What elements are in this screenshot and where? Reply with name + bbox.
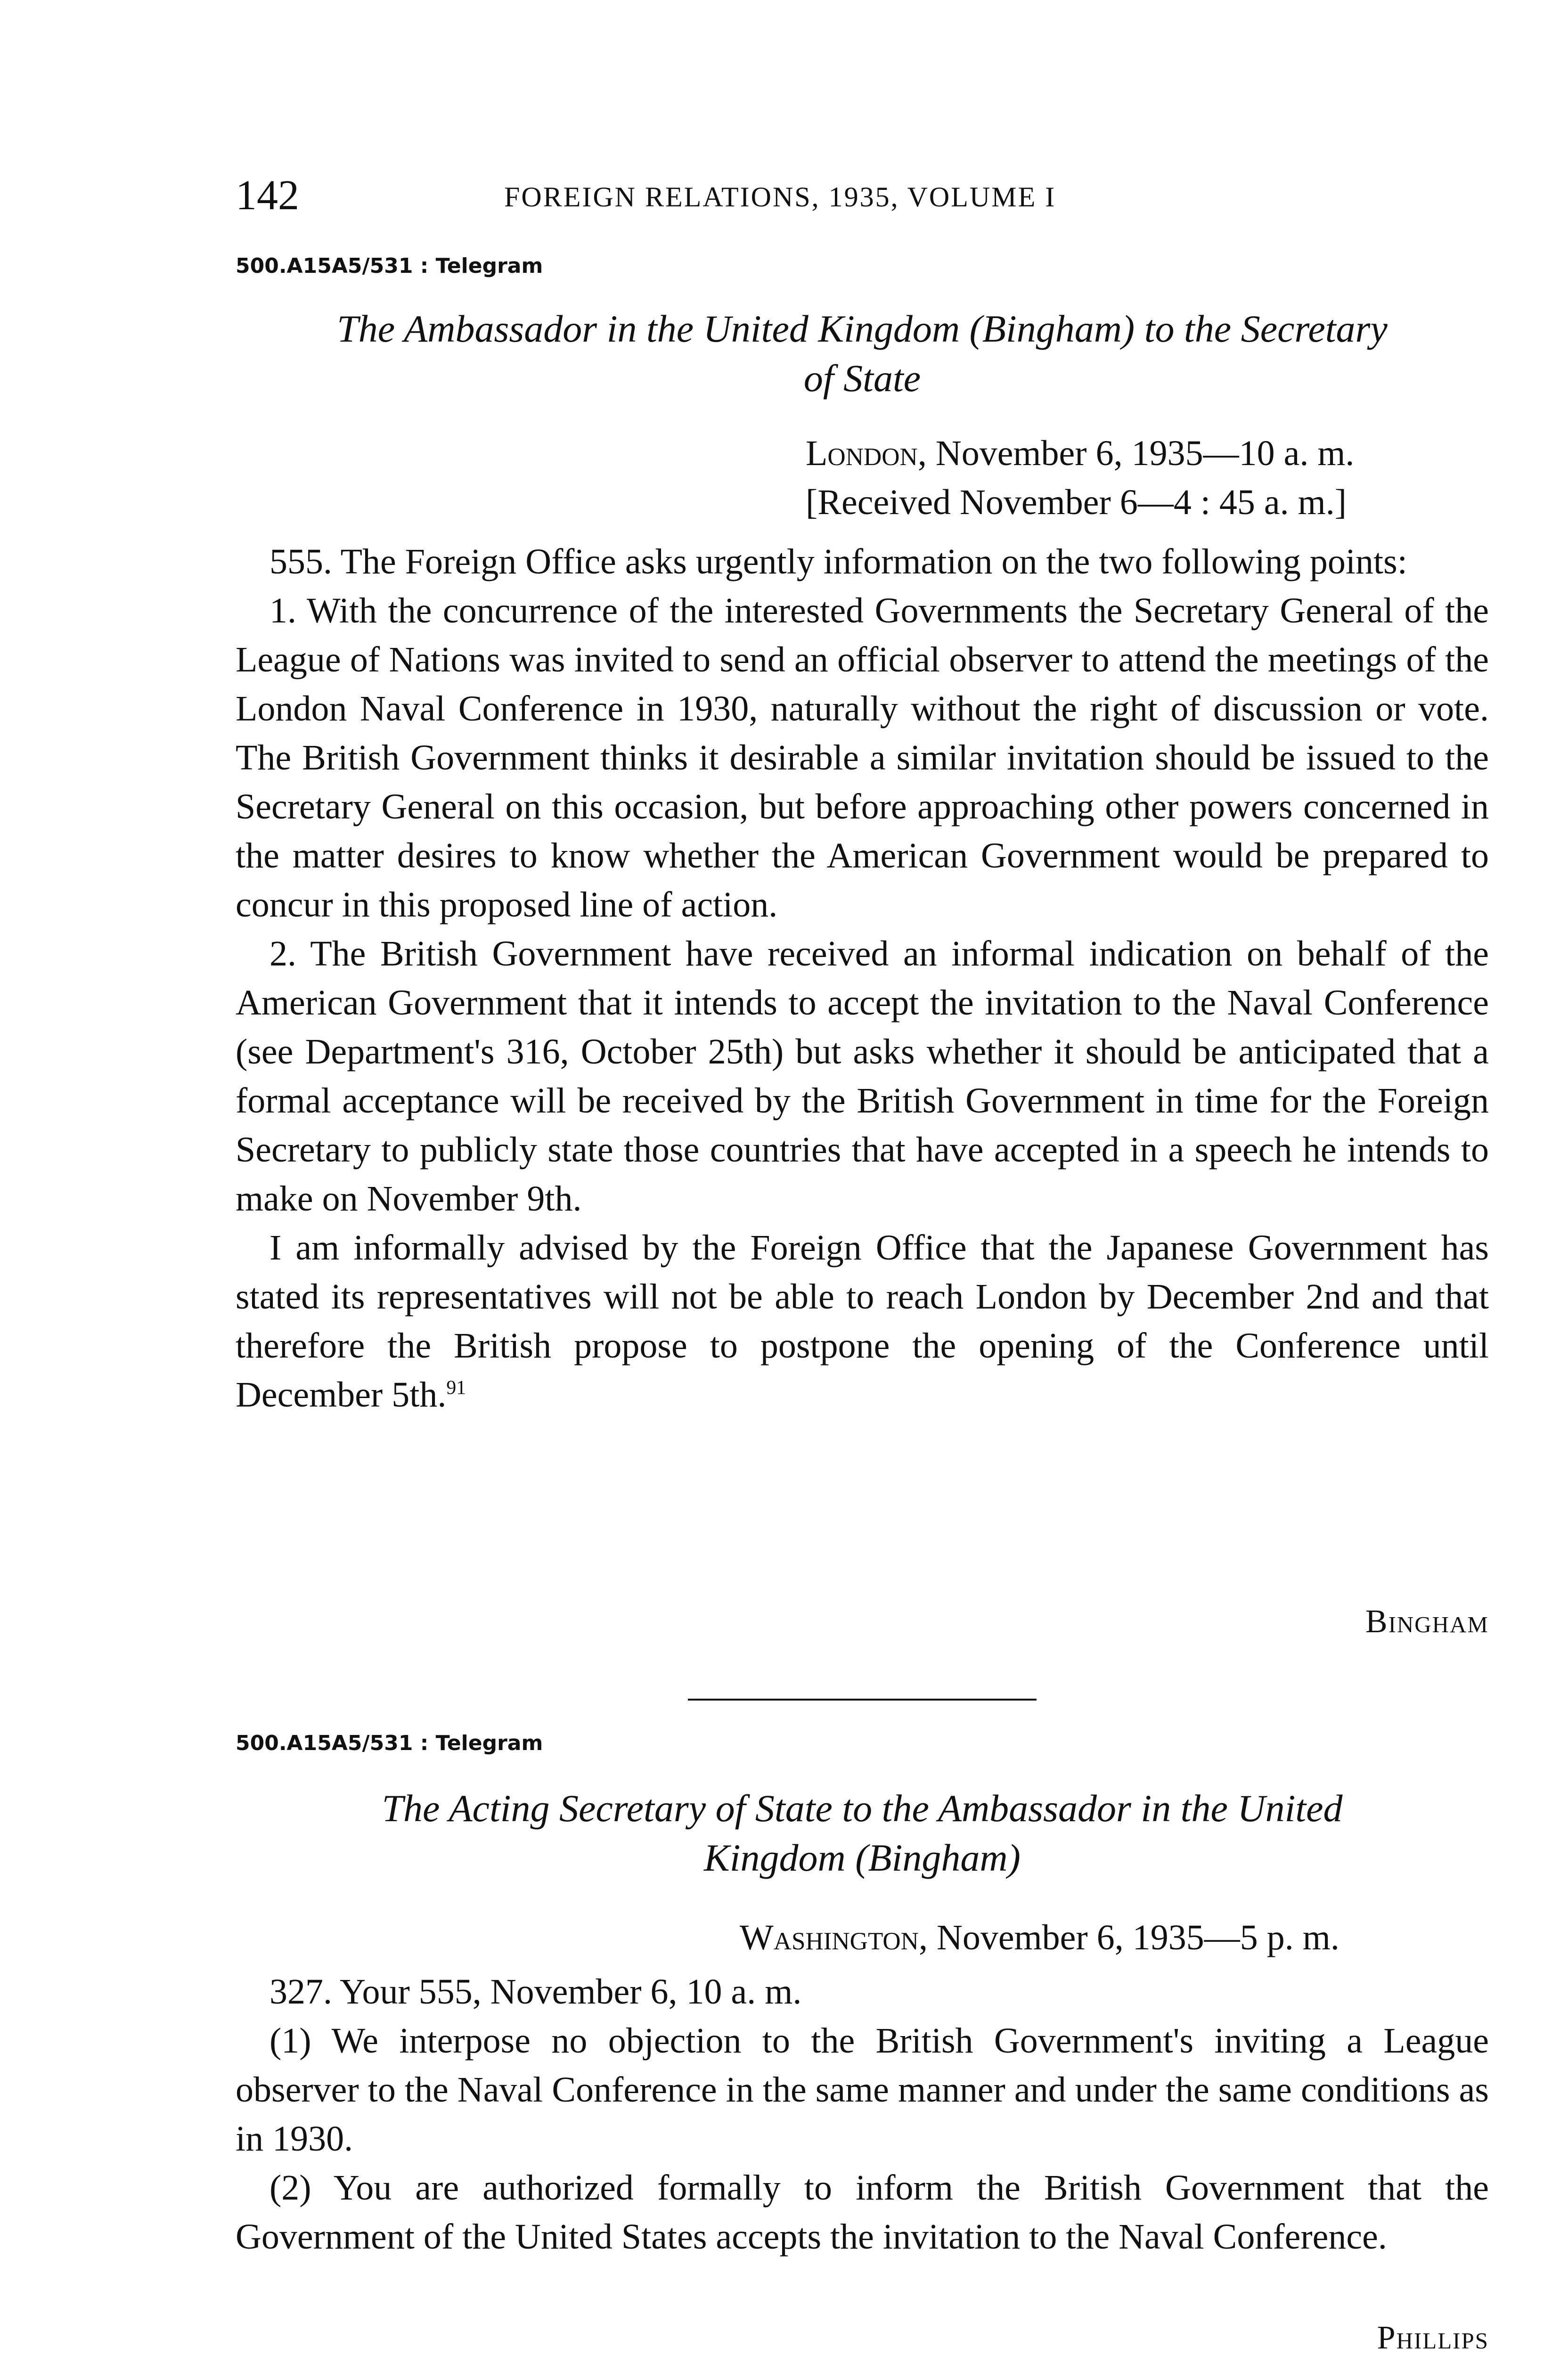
doc1-paragraph-japanese-text: I am informally advised by the Foreign Office that the Japanese Government has stated its representatives will not be able to reach London by December 2nd and that therefore the British propose to postpone the opening of the Conference until December 5th. bbox=[236, 1228, 1489, 1415]
doc1-paragraph-point-2: 2. The British Government have received an informal indication on behalf of the American Government that it intends to accept the invitation to the Naval Conference (see Department's 316, October 25th) but asks whether it should be anticipated that a formal acceptance will be received by the British Government in time for the Foreign Secretary to publicly state those countries that have accepted in a speech he intends to make on November 9th. bbox=[236, 934, 1489, 1219]
running-head bbox=[236, 170, 1489, 221]
section-separator bbox=[688, 1699, 1037, 1701]
doc2-dateline-date: , November 6, 1935—5 p. m. bbox=[918, 1918, 1339, 1957]
doc1-paragraph-555: 555. The Foreign Office asks urgently information on the two following points: bbox=[270, 542, 1407, 581]
doc2-heading bbox=[236, 1783, 1489, 1882]
doc1-dateline-date: , November 6, 1935—10 a. m. bbox=[917, 434, 1355, 473]
doc1-signature: Bingham bbox=[1365, 1603, 1489, 1640]
doc2-paragraph-point-2: (2) You are authorized formally to inform the British Government that the Government of the United States accepts the invitation to the Naval Conference. bbox=[236, 2168, 1489, 2257]
doc1-received-line: [Received November 6—4 : 45 a. m.] bbox=[806, 483, 1347, 522]
doc2-dateline-place: Washington bbox=[740, 1918, 919, 1957]
page-number: 142 bbox=[236, 172, 299, 219]
doc2-signature: Phillips bbox=[1377, 2320, 1489, 2356]
doc1-heading-line-2: of State bbox=[803, 357, 921, 400]
doc1-file-reference: 500.A15A5/531 : Telegram bbox=[236, 254, 543, 278]
doc1-paragraph-japanese bbox=[236, 1223, 1489, 1419]
doc1-dateline bbox=[806, 429, 1354, 478]
doc2-heading-line-2: Kingdom (Bingham) bbox=[704, 1836, 1021, 1879]
doc2-dateline bbox=[740, 1913, 1339, 1962]
doc1-heading-line-1: The Ambassador in the United Kingdom (Bingham) to the Secretary bbox=[337, 307, 1388, 350]
doc2-heading-line-1: The Acting Secretary of State to the Ambassador in the United bbox=[382, 1787, 1343, 1830]
doc1-paragraph-point-1: 1. With the concurrence of the interested Governments the Secretary General of the League of Nations was invited to send an official observer to attend the meetings of the London Naval Conference in 1930, naturally without the right of discussion or vote. The British Government thinks it desirable a similar invitation should be issued to the Secretary General on this occasion, but before approaching other powers concerned in the matter desires to know whether the American Government would be prepared to concur in this proposed line of action. bbox=[236, 591, 1489, 924]
doc2-file-reference: 500.A15A5/531 : Telegram bbox=[236, 1731, 543, 1755]
doc1-heading bbox=[236, 304, 1489, 403]
running-title: FOREIGN RELATIONS, 1935, VOLUME I bbox=[504, 181, 1056, 213]
doc1-dateline-place: London bbox=[806, 434, 918, 473]
doc2-body bbox=[236, 1967, 1489, 2261]
doc1-body bbox=[236, 537, 1489, 1419]
doc2-paragraph-327: 327. Your 555, November 6, 10 a. m. bbox=[270, 1972, 802, 2012]
doc1-footnote-marker: 91 bbox=[446, 1377, 466, 1399]
doc2-paragraph-point-1: (1) We interpose no objection to the British Government's inviting a League observer to the Naval Conference in the same manner and under the same conditions as in 1930. bbox=[236, 2021, 1489, 2159]
document-page bbox=[236, 0, 1489, 2356]
